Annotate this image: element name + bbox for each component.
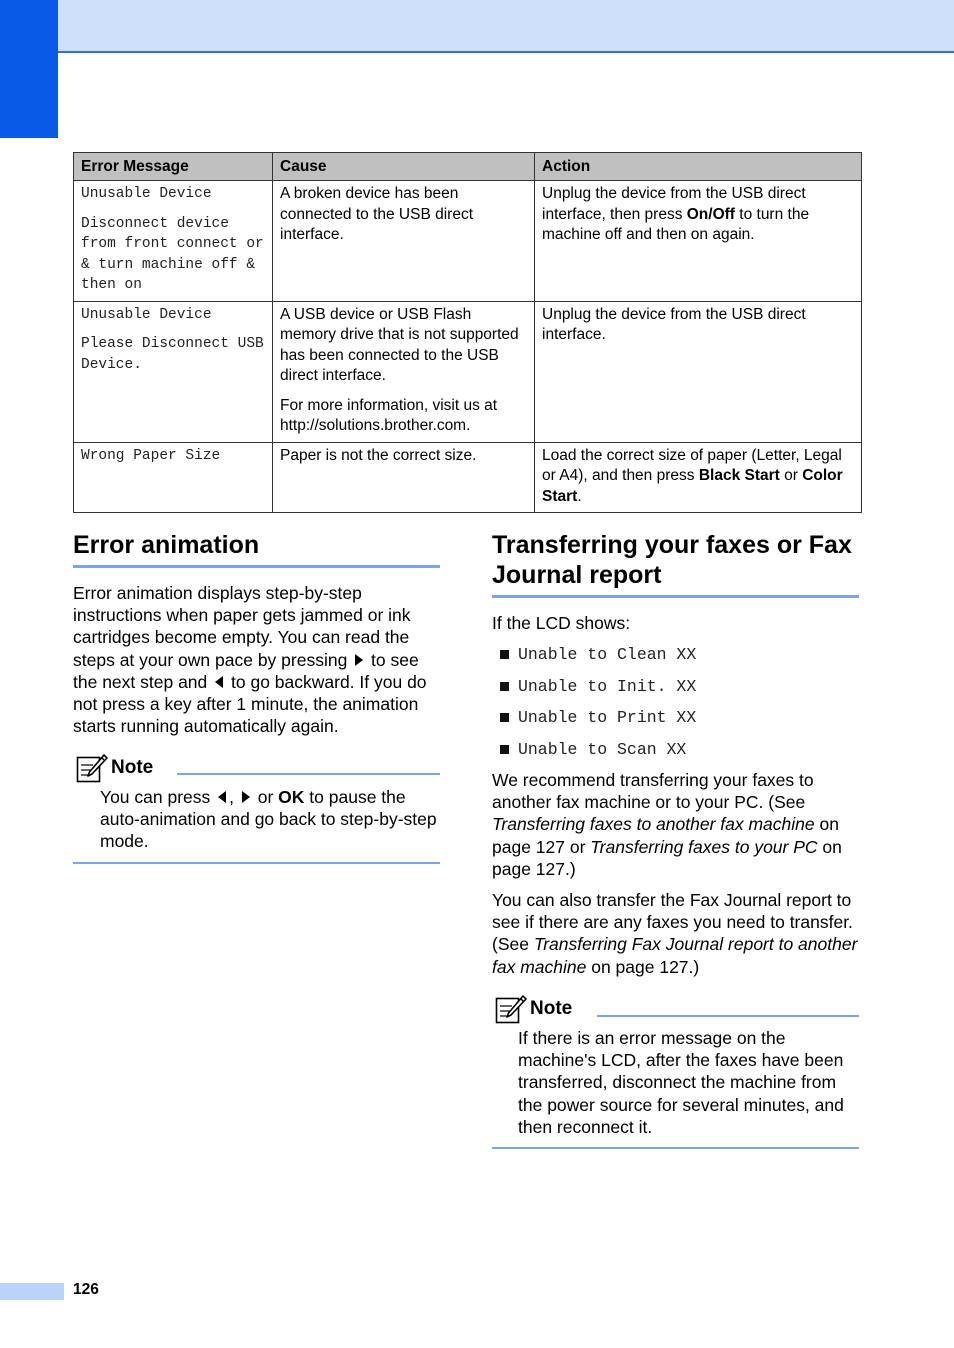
column-header: Error Message: [74, 153, 273, 181]
list-item: [492, 734, 696, 766]
key-name: On/Off: [686, 205, 735, 223]
cause-text: A USB device or USB Flash memory drive that is not supported has been connected to the USB direct interface.: [280, 305, 519, 384]
action-cell: [535, 181, 862, 302]
lcd-intro: If the LCD shows:: [492, 613, 631, 633]
key-name: Black Start: [698, 467, 780, 484]
note-header: [495, 994, 572, 1024]
note-text-part: You can press: [100, 787, 216, 807]
list-item: [492, 702, 696, 734]
lcd-message: Unable to Clean XX: [518, 645, 697, 665]
right-triangle-icon: [242, 791, 250, 803]
note-text: [100, 786, 440, 853]
right-triangle-icon: [355, 654, 363, 666]
left-triangle-icon: [215, 676, 223, 688]
key-name: Color Start: [542, 467, 843, 505]
lcd-message-line: Please Disconnect USB Device.: [81, 336, 264, 373]
note-pencil-icon: [76, 753, 108, 783]
action-text: Unplug the device from the USB direct interface, then press: [542, 185, 806, 223]
lcd-message-line: Unusable Device: [81, 306, 212, 323]
page-number: 126: [73, 1281, 99, 1298]
lcd-message-line: Wrong Paper Size: [81, 447, 221, 464]
note-text-part: to pause the auto-animation and go back to step-by-step mode.: [100, 787, 437, 852]
lcd-message: Unable to Init. XX: [518, 676, 697, 696]
column-header: Action: [535, 153, 862, 181]
journal-paragraph: [492, 889, 862, 978]
error-animation-paragraph: [73, 582, 443, 737]
note-label: Note: [111, 757, 154, 778]
cause-text: For more information, visit us at http://solutions.brother.com.: [280, 396, 498, 434]
table-header-row: [74, 153, 862, 181]
body-text: We recommend transferring your faxes to another fax machine or to your PC. (See: [492, 770, 814, 813]
note-rule: [597, 1015, 859, 1017]
lcd-message: Unable to Scan XX: [518, 739, 687, 759]
square-bullet-icon: [500, 745, 509, 754]
cause-cell: [273, 442, 535, 513]
heading-rule: [492, 595, 859, 598]
lcd-message-list: [492, 639, 696, 765]
note-bottom-rule: [73, 862, 440, 864]
body-text: on page 127.): [586, 956, 700, 977]
body-text: on page 127.): [492, 836, 842, 879]
list-item: [492, 671, 696, 703]
table-row: [74, 181, 862, 302]
error-table: [73, 152, 862, 513]
body-text: to go backward. If you do not press a key after 1 minute, the animation starts running automatically again.: [73, 671, 427, 737]
note-header: [76, 753, 153, 783]
body-text: Error animation displays step-by-step instructions when paper gets jammed or ink cartridges become empty. You can read the steps at your own pace by pressing: [73, 583, 411, 670]
body-text: to see the next step and: [73, 649, 419, 692]
error-message-cell: [74, 181, 273, 302]
cause-text: Paper is not the correct size.: [280, 446, 477, 464]
heading-line: Journal report: [492, 561, 662, 589]
lcd-message-line: Unusable Device: [81, 186, 212, 202]
recommend-paragraph: [492, 769, 860, 880]
body-text: You can also transfer the Fax Journal report to see if there are any faxes you need to transfer. (See: [492, 890, 853, 955]
action-cell: [535, 301, 862, 442]
action-text: or: [779, 467, 803, 484]
cross-reference: Transferring faxes to another fax machine: [492, 814, 815, 835]
error-message-cell: [74, 301, 273, 442]
action-text: Unplug the device from the USB direct interface.: [542, 305, 806, 343]
header-band: [0, 0, 954, 53]
cause-cell: [273, 181, 535, 302]
cause-cell: [273, 301, 535, 442]
square-bullet-icon: [500, 650, 509, 659]
action-text: to turn the machine off and then on again.: [542, 205, 810, 243]
note-text-part: ,: [229, 787, 239, 807]
section-heading-transferring: [492, 530, 872, 590]
list-item: [492, 639, 696, 671]
body-text: on page 127 or: [492, 814, 839, 857]
note-label: Note: [530, 998, 573, 1019]
note-pencil-icon: [495, 994, 527, 1024]
action-text: .: [577, 487, 582, 505]
note-bottom-rule: [492, 1147, 859, 1149]
lcd-message-line: Disconnect device from front connect or & turn machine off & then on: [81, 215, 264, 293]
note-rule: [177, 773, 440, 775]
table-row: [74, 301, 862, 442]
heading-rule: [73, 565, 440, 568]
error-message-cell: [74, 442, 273, 513]
cross-reference: Transferring Fax Journal report to another fax machine: [492, 934, 858, 977]
note-text-part: or: [252, 787, 279, 807]
page-tab: [0, 1283, 64, 1300]
key-name: OK: [278, 787, 305, 807]
column-header: Cause: [273, 153, 535, 181]
heading-line: Transferring your faxes or Fax: [492, 531, 852, 559]
table-row: [74, 442, 862, 513]
section-heading-error-animation: Error animation: [73, 531, 260, 559]
note-text: If there is an error message on the machine's LCD, after the faxes have been transferred, disconnect the machine from the power source for several minutes, and then reconnect it.: [518, 1028, 844, 1137]
square-bullet-icon: [500, 713, 509, 722]
square-bullet-icon: [500, 682, 509, 691]
lcd-message: Unable to Print XX: [518, 708, 697, 728]
action-text: Load the correct size of paper (Letter, Legal or A4), and then press: [542, 446, 842, 484]
left-triangle-icon: [218, 791, 226, 803]
cross-reference: Transferring faxes to your PC: [590, 836, 818, 857]
action-cell: [535, 442, 862, 513]
cause-text: A broken device has been connected to the USB direct interface.: [280, 185, 474, 243]
chapter-tab: [0, 0, 58, 138]
